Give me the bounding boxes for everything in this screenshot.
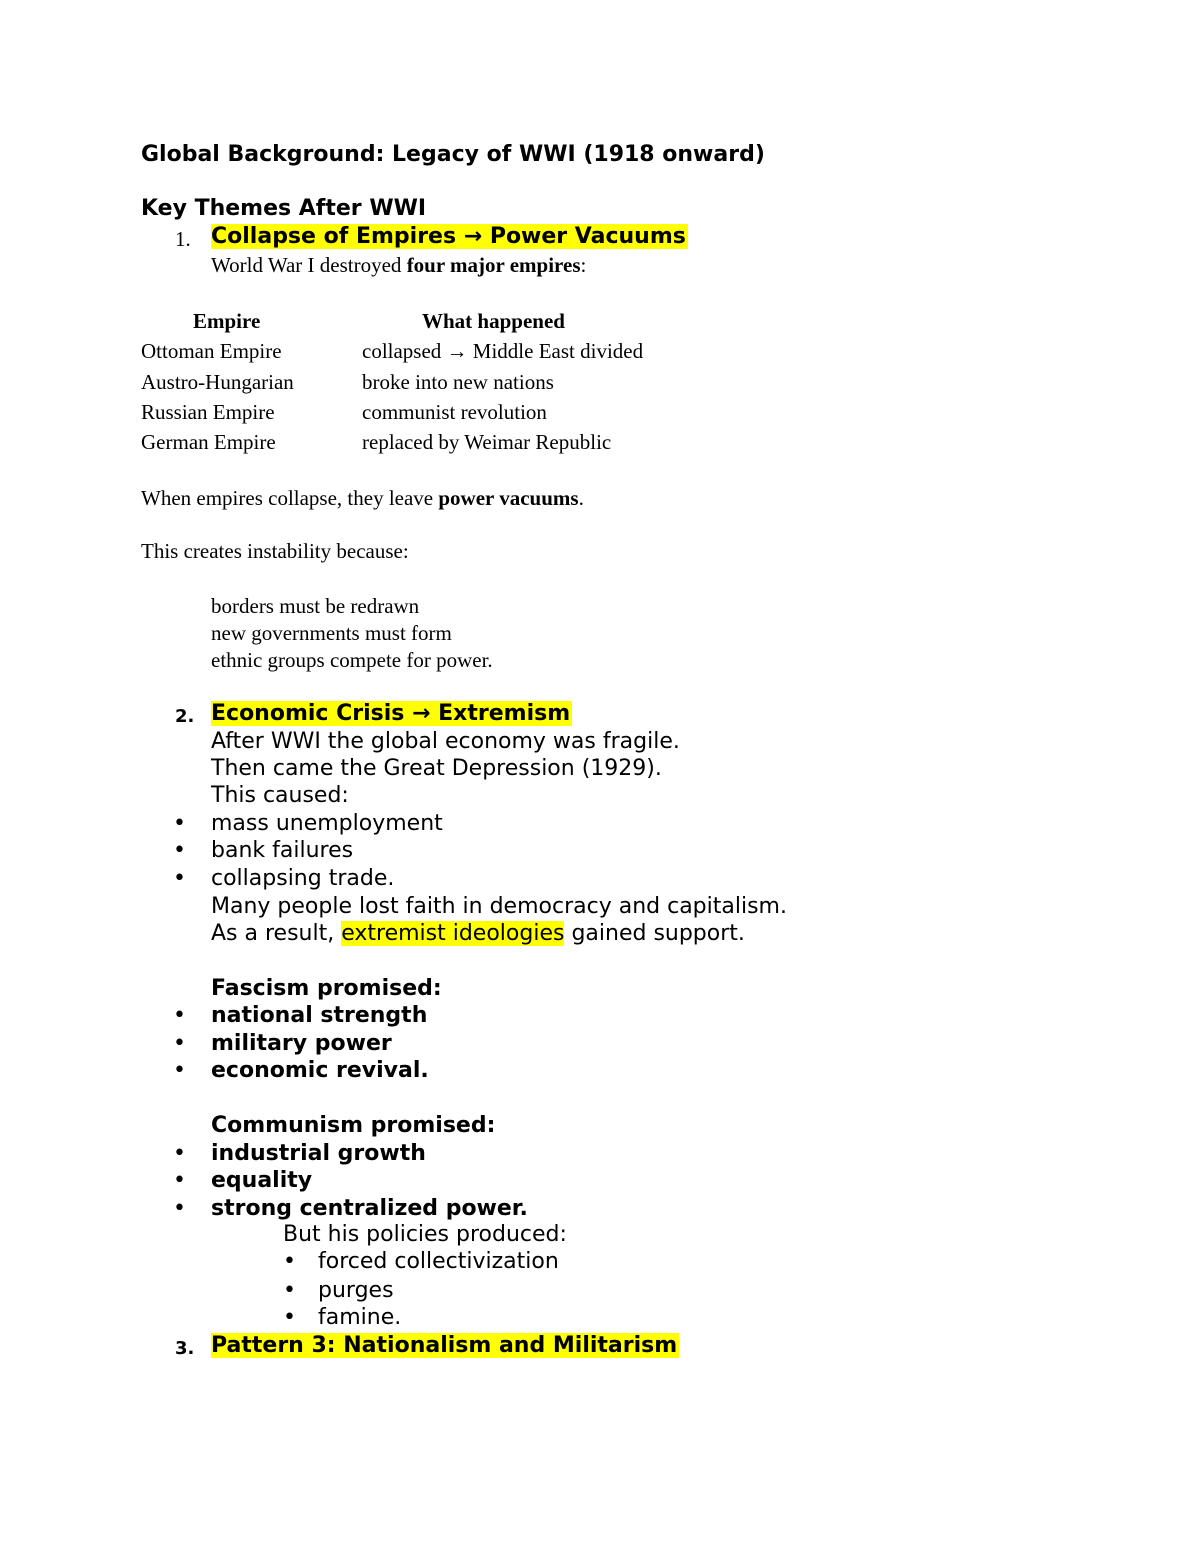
table-cell-empire: Russian Empire bbox=[141, 400, 275, 424]
economy-line: After WWI the global economy was fragile. bbox=[211, 729, 680, 754]
bullet-icon: • bbox=[173, 838, 186, 863]
theme2-number: 2. bbox=[175, 706, 195, 727]
table-cell-empire: German Empire bbox=[141, 430, 276, 454]
theme3-heading: Pattern 3: Nationalism and Militarism bbox=[211, 1333, 678, 1358]
table-cell-happened: collapsed → Middle East divided bbox=[362, 339, 644, 363]
table-cell-empire: Ottoman Empire bbox=[141, 339, 282, 363]
policy-item: famine. bbox=[318, 1305, 402, 1330]
bullet-icon: • bbox=[283, 1305, 296, 1330]
power-vacuum-end: . bbox=[578, 486, 584, 510]
power-vacuum-paragraph bbox=[141, 486, 584, 511]
theme1-number: 1. bbox=[175, 227, 191, 251]
fascism-item: military power bbox=[211, 1031, 392, 1056]
reason-item: new governments must form bbox=[211, 621, 452, 645]
table-cell-happened: replaced by Weimar Republic bbox=[362, 430, 612, 454]
bullet-icon: • bbox=[173, 811, 186, 836]
theme3-number: 3. bbox=[175, 1338, 195, 1359]
bullet-icon: • bbox=[173, 1141, 186, 1166]
theme1-intro bbox=[211, 253, 586, 278]
policy-item: forced collectivization bbox=[318, 1249, 559, 1274]
bullet-icon: • bbox=[173, 1031, 186, 1056]
effect-item: mass unemployment bbox=[211, 811, 443, 836]
bullet-icon: • bbox=[173, 1196, 186, 1221]
theme1-intro-bold: four major empires bbox=[406, 253, 581, 277]
bullet-icon: • bbox=[173, 866, 186, 891]
result-end: gained support. bbox=[564, 921, 745, 946]
communism-heading: Communism promised: bbox=[211, 1113, 496, 1138]
reason-item: ethnic groups compete for power. bbox=[211, 648, 493, 672]
economy-line: This caused: bbox=[211, 783, 349, 808]
power-vacuum-bold: power vacuums bbox=[438, 486, 579, 510]
instability-paragraph: This creates instability because: bbox=[141, 539, 409, 563]
bullet-icon: • bbox=[173, 1003, 186, 1028]
table-cell-happened: broke into new nations bbox=[362, 370, 554, 394]
result-highlight: extremist ideologies bbox=[341, 921, 565, 946]
power-vacuum-text: When empires collapse, they leave bbox=[141, 486, 439, 510]
theme2-heading: Economic Crisis → Extremism bbox=[211, 701, 571, 726]
page-title: Global Background: Legacy of WWI (1918 onward) bbox=[141, 142, 765, 167]
communism-item: strong centralized power. bbox=[211, 1196, 528, 1221]
policy-item: purges bbox=[318, 1278, 394, 1303]
result-text: As a result, bbox=[211, 921, 342, 946]
communism-item: industrial growth bbox=[211, 1141, 426, 1166]
fascism-item: economic revival. bbox=[211, 1058, 429, 1083]
table-header-empire: Empire bbox=[193, 309, 261, 333]
result-line bbox=[211, 921, 745, 946]
reason-item: borders must be redrawn bbox=[211, 594, 420, 618]
effect-item: bank failures bbox=[211, 838, 354, 863]
section-heading: Key Themes After WWI bbox=[141, 196, 427, 221]
fascism-heading: Fascism promised: bbox=[211, 976, 442, 1001]
economy-line: Then came the Great Depression (1929). bbox=[211, 756, 662, 781]
bullet-icon: • bbox=[173, 1058, 186, 1083]
fascism-item: national strength bbox=[211, 1003, 428, 1028]
table-header-what-happened: What happened bbox=[422, 309, 565, 333]
bullet-icon: • bbox=[283, 1249, 296, 1274]
effect-item: collapsing trade. bbox=[211, 866, 395, 891]
policies-intro: But his policies produced: bbox=[283, 1222, 567, 1247]
bullet-icon: • bbox=[283, 1278, 296, 1303]
theme1-intro-end: : bbox=[580, 253, 587, 277]
theme1-heading: Collapse of Empires → Power Vacuums bbox=[211, 224, 686, 249]
table-cell-empire: Austro-Hungarian bbox=[141, 370, 294, 394]
theme1-intro-text: World War I destroyed bbox=[211, 253, 407, 277]
communism-item: equality bbox=[211, 1168, 313, 1193]
faith-line: Many people lost faith in democracy and capitalism. bbox=[211, 894, 787, 919]
bullet-icon: • bbox=[173, 1168, 186, 1193]
table-cell-happened: communist revolution bbox=[362, 400, 547, 424]
